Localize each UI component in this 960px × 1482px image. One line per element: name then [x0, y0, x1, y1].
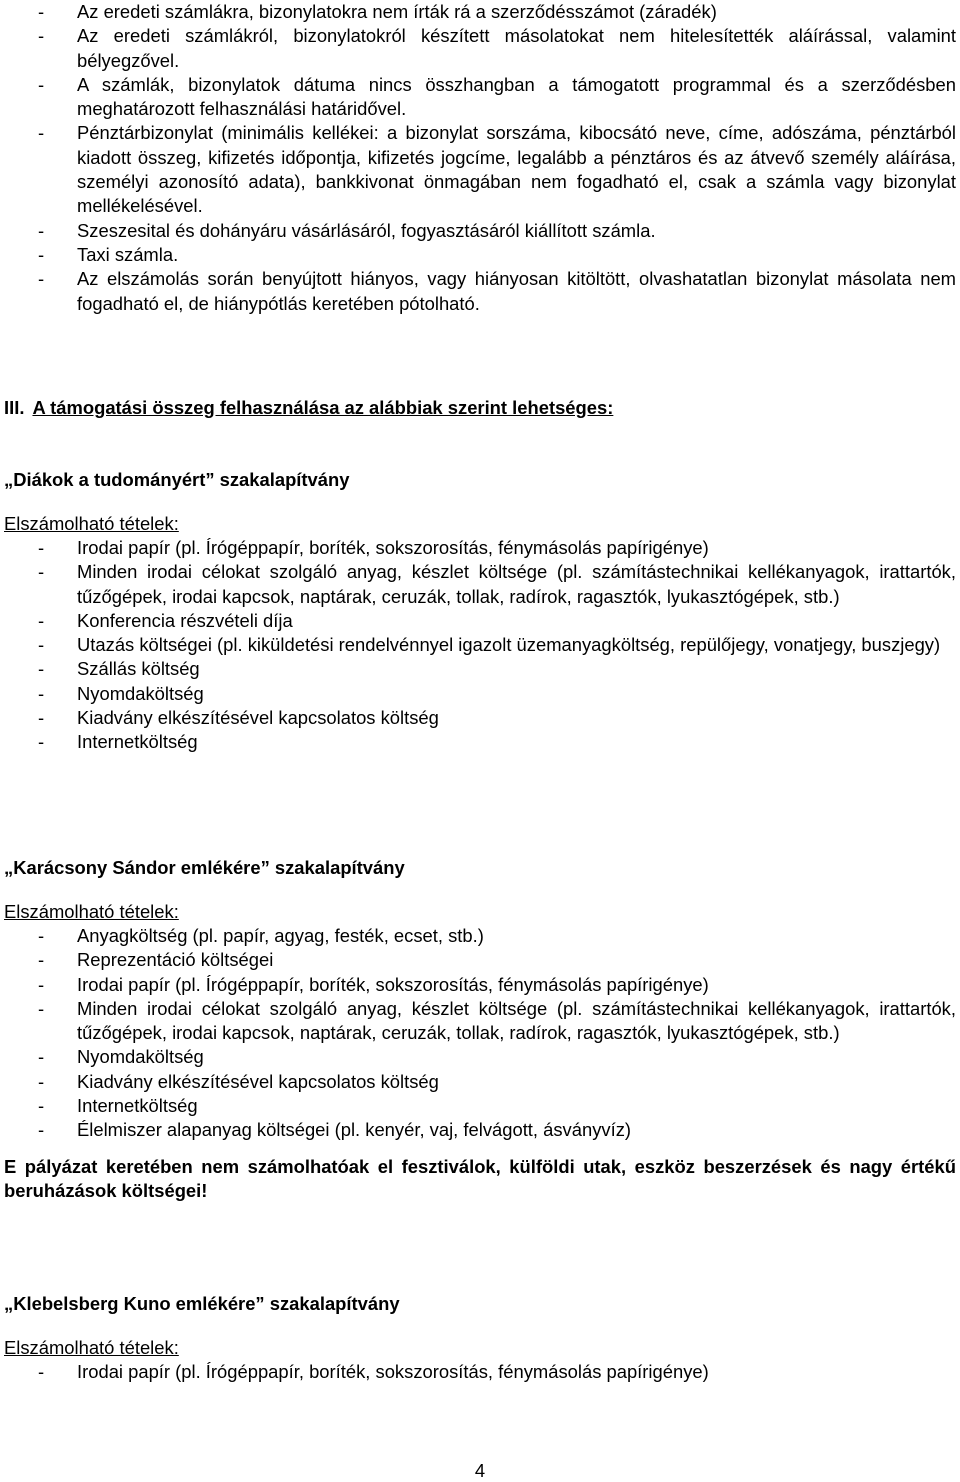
list-item: - Irodai papír (pl. Írógéppapír, boríték, sokszorosítás, fénymásolás papírigénye): [0, 973, 960, 997]
eligible-items-list: [0, 536, 960, 755]
list-item: - Kiadvány elkészítésével kapcsolatos költség: [0, 1070, 960, 1094]
foundation-title: „Diákok a tudományért” szakalapítvány: [4, 469, 350, 490]
foundation-title: „Klebelsberg Kuno emlékére” szakalapítvány: [4, 1293, 400, 1314]
list-item: - Pénztárbizonylat (minimális kellékei: a bizonylat sorszáma, kibocsátó neve, címe, adószáma, pénztárból kiadott összeg, kifizetés időpontja, kifizetés jogcíme, legalább a pénztáros és az átvevő személy aláírása, személyi azonosító adata), bankkivonat önmagában nem fogadható el, csak a számla vagy bizonylat mellékelésével.: [0, 121, 960, 218]
list-item: - Irodai papír (pl. Írógéppapír, boríték, sokszorosítás, fénymásolás papírigénye): [0, 536, 960, 560]
eligible-items-heading: Elszámolható tételek:: [4, 1337, 179, 1358]
page-number: 4: [474, 1460, 486, 1481]
foundation-karacsony: [0, 856, 960, 1204]
list-item: - Utazás költségei (pl. kiküldetési rendelvénnyel igazolt üzemanyagköltség, repülőjegy, vonatjegy, buszjegy): [0, 633, 960, 657]
list-item: - Internetköltség: [0, 730, 960, 754]
foundation-diakok: [0, 468, 960, 755]
list-item: - Az eredeti számlákról, bizonylatokról készített másolatokat nem hitelesítették aláírással, valamint bélyegzővel.: [0, 24, 960, 73]
list-item: - Taxi számla.: [0, 243, 960, 267]
list-item: - Az elszámolás során benyújtott hiányos, vagy hiányosan kitöltött, olvashatatlan bizonylat másolata nem fogadható el, de hiánypótlás keretében pótolható.: [0, 267, 960, 316]
section-heading: [0, 396, 960, 420]
list-item: - Kiadvány elkészítésével kapcsolatos költség: [0, 706, 960, 730]
section-number: III.: [4, 397, 25, 418]
foundation-klebelsberg: [0, 1292, 960, 1384]
intro-list-block: [0, 0, 960, 316]
list-item: - Szállás költség: [0, 657, 960, 681]
eligible-items-list: [0, 924, 960, 1143]
list-item: - Konferencia részvételi díja: [0, 609, 960, 633]
list-item: - Nyomdaköltség: [0, 682, 960, 706]
list-item: - Az eredeti számlákra, bizonylatokra nem írták rá a szerződésszámot (záradék): [0, 0, 960, 24]
list-item: - Reprezentáció költségei: [0, 948, 960, 972]
eligible-items-heading: Elszámolható tételek:: [4, 901, 179, 922]
list-item: - Irodai papír (pl. Írógéppapír, boríték, sokszorosítás, fénymásolás papírigénye): [0, 1360, 960, 1384]
list-item: - Minden irodai célokat szolgáló anyag, készlet költsége (pl. számítástechnikai kellékanyagok, irattartók, tűzőgépek, irodai kapcsok, naptárak, ceruzák, tollak, radírok, ragasztók, lyukasztógépek, stb.): [0, 560, 960, 609]
list-item: - Szeszesital és dohányáru vásárlásáról, fogyasztásáról kiállított számla.: [0, 219, 960, 243]
exclusion-notice: E pályázat keretében nem számolhatóak el fesztiválok, külföldi utak, eszköz beszerzések és nagy értékű beruházások költségei!: [4, 1155, 956, 1202]
intro-list: [0, 0, 960, 316]
eligible-items-list: [0, 1360, 960, 1384]
section-title: A támogatási összeg felhasználása az alábbiak szerint lehetséges:: [32, 397, 614, 418]
list-item: - Internetköltség: [0, 1094, 960, 1118]
list-item: - Minden irodai célokat szolgáló anyag, készlet költsége (pl. számítástechnikai kellékanyagok, irattartók, tűzőgépek, irodai kapcsok, naptárak, ceruzák, tollak, radírok, ragasztók, lyukasztógépek, stb.): [0, 997, 960, 1046]
foundation-title: „Karácsony Sándor emlékére” szakalapítvány: [4, 857, 405, 878]
list-item: - Anyagköltség (pl. papír, agyag, festék, ecset, stb.): [0, 924, 960, 948]
list-item: - Nyomdaköltség: [0, 1045, 960, 1069]
eligible-items-heading: Elszámolható tételek:: [4, 513, 179, 534]
list-item: - A számlák, bizonylatok dátuma nincs összhangban a támogatott programmal és a szerződésben meghatározott felhasználási határidővel.: [0, 73, 960, 122]
list-item: - Élelmiszer alapanyag költségei (pl. kenyér, vaj, felvágott, ásványvíz): [0, 1118, 960, 1142]
